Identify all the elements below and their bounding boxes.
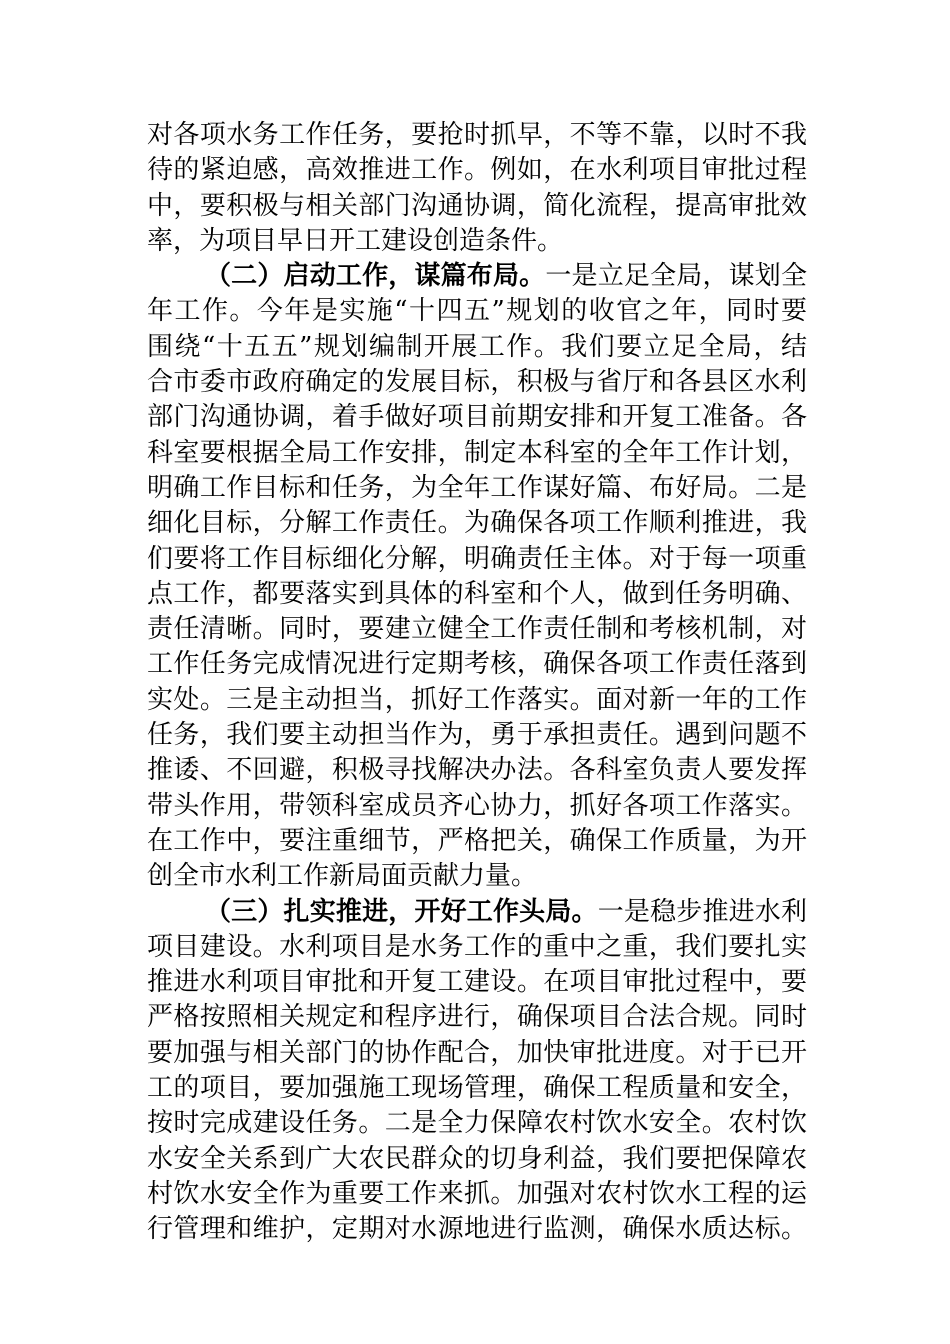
text-line: 严格按照相关规定和程序进行，确保项目合法合规。同时 — [147, 1002, 807, 1033]
document-body — [147, 118, 807, 1248]
text-line: 对各项水务工作任务，要抢时抓早，不等不靠，以时不我 — [147, 120, 807, 150]
paragraph-3 — [147, 895, 807, 1248]
text-line: 带头作用，带领科室成员齐心协力，抓好各项工作落实。 — [147, 790, 807, 821]
text-line: 年工作。今年是实施“十四五”规划的收官之年，同时要 — [147, 296, 807, 327]
text-line: 责任清晰。同时，要建立健全工作责任制和考核机制，对 — [147, 614, 807, 645]
text-line: 部门沟通协调，着手做好项目前期安排和开复工准备。各 — [147, 402, 807, 433]
section-heading: （三）扎实推进，开好工作头局。 — [205, 896, 598, 927]
text-line: 推进水利项目审批和开复工建设。在项目审批过程中，要 — [147, 967, 807, 998]
paragraph-first-line — [147, 259, 807, 294]
text-line: 村饮水安全作为重要工作来抓。加强对农村饮水工程的运 — [147, 1178, 807, 1209]
text-line: 工作任务完成情况进行定期考核，确保各项工作责任落到 — [147, 649, 807, 680]
text-run: 一是稳步推进水利 — [597, 896, 807, 927]
section-heading: （二）启动工作，谋篇布局。 — [205, 261, 546, 292]
text-line: 按时完成建设任务。二是全力保障农村饮水安全。农村饮 — [147, 1108, 807, 1139]
paragraph-2 — [147, 259, 807, 894]
text-line: 要加强与相关部门的协作配合，加快审批进度。对于已开 — [147, 1037, 807, 1068]
text-line: 细化目标，分解工作责任。为确保各项工作顺利推进，我 — [147, 508, 807, 539]
text-line: 推诿、不回避，积极寻找解决办法。各科室负责人要发挥 — [147, 755, 807, 786]
text-run: 一是立足全局，谋划全 — [545, 261, 807, 292]
text-line: 合市委市政府确定的发展目标，积极与省厅和各县区水利 — [147, 367, 807, 398]
text-line: 创全市水利工作新局面贡献力量。 — [147, 861, 538, 892]
text-line: 行管理和维护，定期对水源地进行监测，确保水质达标。 — [147, 1214, 807, 1245]
text-line: 任务，我们要主动担当作为，勇于承担责任。遇到问题不 — [147, 720, 807, 751]
text-line: 工的项目，要加强施工现场管理，确保工程质量和安全， — [147, 1073, 807, 1104]
text-line: 实处。三是主动担当，抓好工作落实。面对新一年的工作 — [147, 684, 807, 715]
text-line: 们要将工作目标细化分解，明确责任主体。对于每一项重 — [147, 543, 807, 574]
text-line: 点工作，都要落实到具体的科室和个人，做到任务明确、 — [147, 578, 807, 609]
paragraph-first-line — [147, 895, 807, 930]
text-line: 在工作中，要注重细节，严格把关，确保工作质量，为开 — [147, 825, 807, 856]
text-line: 明确工作目标和任务，为全年工作谋好篇、布好局。二是 — [147, 472, 807, 503]
text-line: 围绕“十五五”规划编制开展工作。我们要立足全局，结 — [147, 331, 807, 362]
text-line: 项目建设。水利项目是水务工作的重中之重，我们要扎实 — [147, 931, 807, 962]
paragraph-1 — [147, 118, 807, 259]
text-line: 科室要根据全局工作安排，制定本科室的全年工作计划， — [147, 437, 807, 468]
text-line: 中，要积极与相关部门沟通协调，简化流程，提高审批效 — [147, 190, 807, 221]
text-line: 率，为项目早日开工建设创造条件。 — [147, 225, 564, 256]
text-line: 水安全关系到广大农民群众的切身利益，我们要把保障农 — [147, 1143, 807, 1174]
text-line: 待的紧迫感，高效推进工作。例如，在水利项目审批过程 — [147, 155, 807, 186]
